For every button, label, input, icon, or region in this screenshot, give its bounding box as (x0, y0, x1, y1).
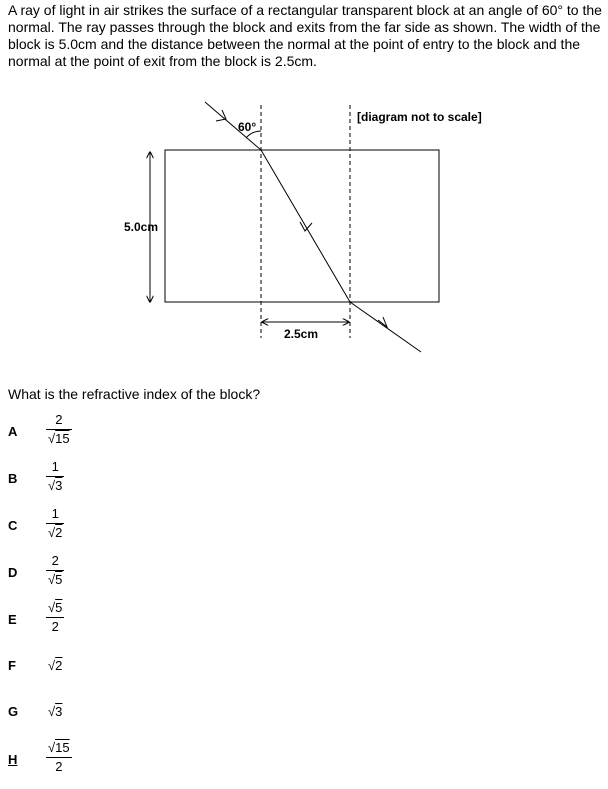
width-label: 5.0cm (124, 220, 159, 234)
option-value: √2 (48, 658, 63, 673)
option-letter: E (8, 612, 17, 627)
option-b[interactable] (8, 459, 208, 499)
option-value: 2 √5 (48, 553, 63, 587)
option-value: √5 2 (48, 600, 63, 634)
option-letter: G (8, 704, 19, 719)
option-c[interactable] (8, 506, 208, 546)
option-a[interactable] (8, 412, 208, 452)
emergent-ray (350, 302, 421, 352)
question-intro: A ray of light in air strikes the surface of a rectangular transparent block at an angle of 60° to the normal. The ray passes through the block and exits from the far side as shown. The width of the block is 5.0cm and the distance between the normal at the point of entry to the block and the normal at the point of exit from the block is 2.5cm. (8, 2, 602, 69)
option-g[interactable] (8, 702, 208, 742)
option-value: 1 √3 (48, 459, 63, 493)
option-f[interactable] (8, 656, 208, 696)
option-letter: B (8, 471, 18, 486)
option-letter: H (8, 752, 18, 767)
refracted-ray (261, 150, 350, 302)
angle-label: 60° (238, 120, 257, 134)
emergent-arrow (378, 317, 387, 327)
option-value: 1 √2 (48, 506, 63, 540)
option-d[interactable] (8, 553, 208, 593)
option-value: √15 2 (48, 740, 70, 774)
option-value: 2 √15 (48, 412, 70, 446)
question-text: What is the refractive index of the block? (8, 386, 261, 402)
diagram-note: [diagram not to scale] (357, 110, 482, 124)
option-e[interactable] (8, 600, 208, 640)
refraction-diagram (0, 0, 608, 380)
option-letter: D (8, 565, 18, 580)
option-value: √3 (48, 704, 63, 719)
option-letter: A (8, 424, 18, 439)
distance-label: 2.5cm (284, 327, 319, 341)
option-letter: F (8, 658, 16, 673)
option-letter: C (8, 518, 18, 533)
option-h[interactable] (8, 740, 208, 780)
